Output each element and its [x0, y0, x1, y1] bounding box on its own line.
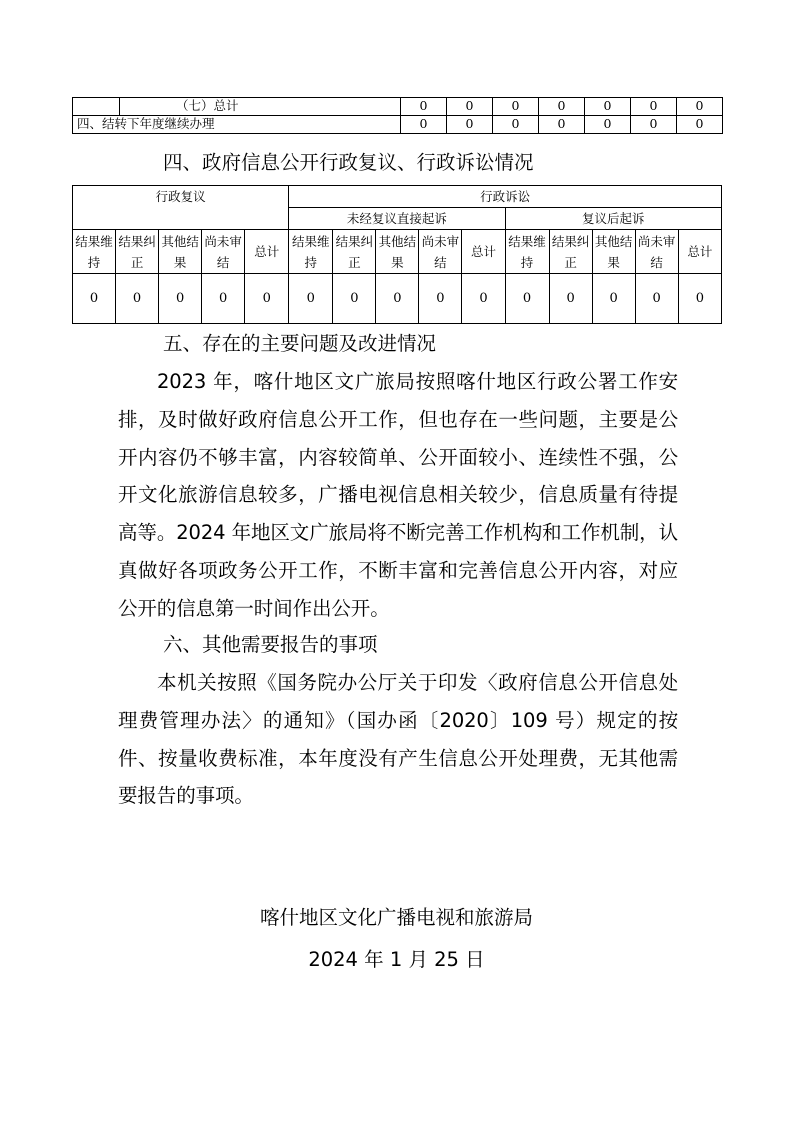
table-cell: 0 — [539, 115, 585, 133]
review-litigation-table — [72, 185, 722, 324]
table-cell: 0 — [289, 274, 333, 324]
column-header: 尚未审结 — [202, 230, 245, 274]
admin-litigation-header: 行政诉讼 — [289, 186, 722, 208]
section-heading: 四、政府信息公开行政复议、行政诉讼情况 — [163, 151, 534, 174]
column-header: 结果维持 — [73, 230, 116, 274]
column-header: 尚未审结 — [419, 230, 462, 274]
suit-after-review-header: 复议后起诉 — [505, 208, 722, 230]
table-cell — [73, 98, 120, 116]
row-label: 四、结转下年度继续办理 — [73, 115, 401, 133]
row-label: （七）总计 — [120, 98, 401, 116]
table-cell: 0 — [73, 274, 116, 324]
column-header: 总计 — [678, 230, 721, 274]
admin-review-header: 行政复议 — [73, 186, 289, 230]
column-header: 结果纠正 — [333, 230, 376, 274]
table-cell: 0 — [116, 274, 159, 324]
column-header: 尚未审结 — [635, 230, 678, 274]
table-row — [73, 115, 723, 133]
table-cell: 0 — [493, 115, 539, 133]
table-cell: 0 — [419, 274, 462, 324]
signature-organization: 喀什地区文化广播电视和旅游局 — [259, 906, 533, 929]
body-paragraph: 2023 年，喀什地区文广旅局按照喀什地区行政公署工作安排，及时做好政府信息公开工作，但也存在一些问题，主要是公开内容仍不够丰富，内容较简单、公开面较小、连续性不强，公开文化旅游信息较多，广播电视信息相关较少，信息质量有待提高等。2024 年地区文广旅局将不断完善工作机构和工作机制，认真做好各项政务公开工作，不断丰富和完善信息公开内容，对应公开的信息第一时间作出公开。 — [118, 370, 678, 620]
table-cell: 0 — [376, 274, 419, 324]
direct-suit-header: 未经复议直接起诉 — [289, 208, 505, 230]
table-cell: 0 — [505, 274, 549, 324]
table-cell: 0 — [585, 98, 631, 116]
publication-stats-table — [72, 97, 723, 134]
column-header: 其他结果 — [592, 230, 635, 274]
table-cell: 0 — [462, 274, 505, 324]
column-header: 结果维持 — [289, 230, 333, 274]
table-cell: 0 — [202, 274, 245, 324]
column-header: 其他结果 — [159, 230, 202, 274]
table-cell: 0 — [493, 98, 539, 116]
table-header-row — [73, 230, 722, 274]
table-cell: 0 — [333, 274, 376, 324]
table-header-row — [73, 186, 722, 208]
table-cell: 0 — [635, 274, 678, 324]
section-heading: 六、其他需要报告的事项 — [163, 633, 378, 656]
table-cell: 0 — [245, 274, 289, 324]
column-header: 总计 — [462, 230, 505, 274]
section-heading: 五、存在的主要问题及改进情况 — [163, 332, 437, 355]
table-cell: 0 — [677, 98, 723, 116]
table-cell: 0 — [631, 115, 677, 133]
column-header: 结果维持 — [505, 230, 549, 274]
table-cell: 0 — [401, 115, 447, 133]
column-header: 总计 — [245, 230, 289, 274]
signature-date: 2024 年 1 月 25 日 — [308, 948, 485, 971]
body-paragraph: 本机关按照《国务院办公厅关于印发〈政府信息公开信息处理费管理办法〉的通知》（国办函〔2020〕109 号）规定的按件、按量收费标准，本年度没有产生信息公开处理费，无其他需要报告的事项。 — [118, 671, 678, 808]
table-cell: 0 — [539, 98, 585, 116]
table-cell: 0 — [677, 115, 723, 133]
table-cell: 0 — [631, 98, 677, 116]
table-row — [73, 98, 723, 116]
column-header: 其他结果 — [376, 230, 419, 274]
column-header: 结果纠正 — [549, 230, 592, 274]
table-cell: 0 — [159, 274, 202, 324]
table-cell: 0 — [592, 274, 635, 324]
table-cell: 0 — [401, 98, 447, 116]
table-cell: 0 — [447, 98, 493, 116]
table-cell: 0 — [678, 274, 721, 324]
table-row — [73, 274, 722, 324]
column-header: 结果纠正 — [116, 230, 159, 274]
table-cell: 0 — [585, 115, 631, 133]
table-cell: 0 — [549, 274, 592, 324]
table-cell: 0 — [447, 115, 493, 133]
